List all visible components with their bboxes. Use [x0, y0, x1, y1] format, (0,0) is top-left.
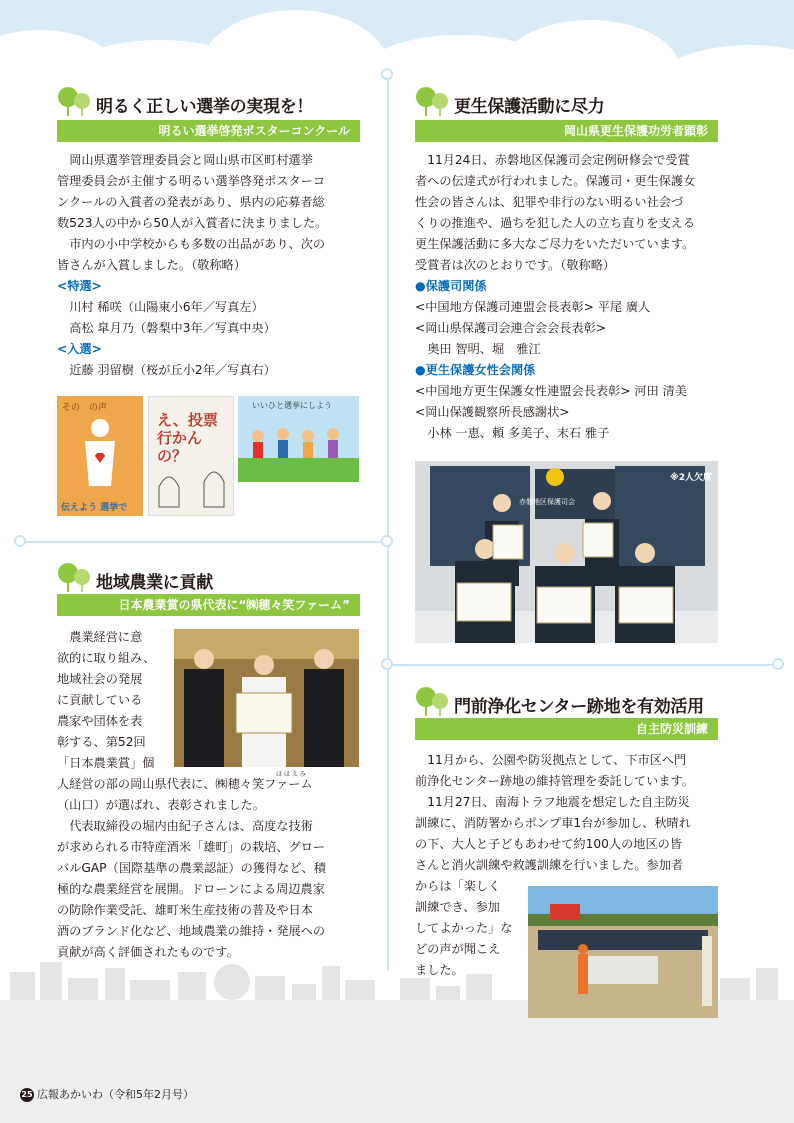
paragraph-line: 性会の皆さんは、犯罪や非行のない明るい社会づ — [415, 195, 684, 209]
group-label: ●保護司関係 — [415, 279, 487, 293]
paragraph-line: どの声が聞こえ — [415, 942, 501, 956]
award-entry: <中国地方更生保護女性連盟会長表彰> 河田 清美 — [415, 384, 687, 398]
paragraph-line: 岡山県選挙管理委員会と岡山県市区町村選挙 — [69, 153, 313, 167]
section-divider-left — [20, 541, 387, 543]
paragraph-line: 数523人の中から50人が入賞者に決まりました。 — [57, 216, 328, 230]
paragraph-line: からは「楽しく — [415, 879, 501, 893]
paragraph-line: 11月27日、南海トラフ地震を想定した自主防災 — [427, 795, 690, 809]
people-drawing-icon — [238, 396, 359, 482]
rehab-body — [415, 150, 695, 444]
paragraph-line: バルGAP（国際基準の農業認証）の獲得など、積 — [57, 861, 326, 875]
poster-middle — [148, 396, 234, 516]
disaster-subtitle-bar: 自主防災訓練 — [415, 718, 718, 740]
paragraph-line: 11月から、公園や防災拠点として、下市区へ門 — [427, 753, 687, 767]
poster-left-bottom-text: 伝えよう 選挙で — [61, 503, 128, 513]
paragraph-line: 地域社会の発展 — [57, 672, 143, 686]
paragraph-line: ンクールの入賞者の発表があり、県内の応募者総 — [57, 195, 325, 209]
award-entry: <岡山県保護司会連合会会長表彰> — [415, 321, 607, 335]
section-divider-right — [389, 664, 779, 666]
award-ceremony-photo — [415, 461, 718, 643]
tree-icon — [57, 562, 91, 592]
award-entry: 奥田 智明、堀 雅江 — [427, 342, 541, 356]
farm-award-photo — [174, 629, 359, 767]
paragraph-line: 極的な農業経営を展開。ドローンによる周辺農家 — [57, 882, 325, 896]
paragraph-line: 訓練でき、参加 — [415, 900, 500, 914]
paragraph-line: 「日本農業賞」個 — [57, 756, 155, 770]
divider-dot — [381, 535, 393, 547]
paragraph-line: 受賞者は次のとおりです。（敬称略） — [415, 258, 616, 272]
winner-entry: 川村 稀咲（山陽東小6年／写真左） — [69, 300, 264, 314]
group-label: ●更生保護女性会関係 — [415, 363, 536, 377]
prize-label: <入選> — [57, 342, 102, 356]
divider-dot — [14, 535, 26, 547]
poster-right-caption: いいひと選挙にしよう — [252, 401, 332, 410]
disaster-body — [415, 750, 694, 876]
paragraph-line: 更生保護活動に多大なご尽力をいただいています。 — [415, 237, 695, 251]
award-entry: <岡山保護観察所長感謝状> — [415, 405, 570, 419]
rehab-title: 更生保護活動に尽力 — [454, 97, 605, 117]
election-title: 明るく正しい選挙の実現を！ — [96, 97, 314, 117]
paragraph-line: 農業経営に意 — [69, 630, 143, 644]
paragraph-line: 市内の小中学校からも多数の出品があり、次の — [69, 237, 326, 251]
poster-right — [238, 396, 359, 482]
person-figure-icon — [57, 396, 143, 516]
special-prize-label: <特選> — [57, 279, 102, 293]
paragraph-line: さんと消火訓練や救護訓練を行いました。参加者 — [415, 858, 684, 872]
rehab-subtitle-bar: 岡山県更生保護功労者顕彰 — [415, 120, 718, 142]
ruby-reading: ほ ほ え み — [276, 771, 306, 778]
award-presentation-photo — [174, 629, 359, 767]
disaster-drill-photo — [528, 886, 718, 1018]
disaster-title: 門前浄化センター跡地を有効活用 — [454, 697, 704, 717]
tree-icon — [415, 686, 449, 716]
photo-banner-text: 赤磐地区保護司会 — [519, 498, 575, 506]
footer — [20, 1086, 194, 1102]
paragraph-line: してよかった」な — [415, 921, 513, 935]
paragraph-line: 訓練に、消防署からポンプ車1台が参加し、秋晴れ — [415, 816, 691, 830]
farm-subtitle-bar: 日本農業賞の県代表に“㈱穂々笑ファーム” — [57, 594, 360, 616]
paragraph-line: 代表取締役の堀内由紀子さんは、高度な技術 — [69, 819, 313, 833]
paragraph-line: 皆さんが入賞しました。（敬称略） — [57, 258, 246, 272]
absent-note: ※2人欠席 — [669, 473, 712, 483]
paragraph-line: 前浄化センター跡地の維持管理を委託しています。 — [415, 774, 694, 788]
divider-dot — [381, 68, 393, 80]
paragraph-line: 管理委員会が主催する明るい選挙啓発ポスターコ — [57, 174, 326, 188]
paragraph-line: 彰する、第52回 — [57, 735, 146, 749]
winner-entry: 近藤 羽留樹（桜が丘小2年／写真右） — [69, 363, 276, 377]
paragraph-line: くりの推進や、過ちを犯した人の立ち直りを支える — [415, 216, 696, 230]
award-entry: 小林 一恵、頼 多美子、末石 雅子 — [427, 426, 610, 440]
farm-body-narrow — [57, 627, 155, 774]
publication-name: 広報あかいわ（令和5年2月号） — [37, 1088, 194, 1101]
ghost-figures-icon — [149, 397, 234, 516]
rehab-group-photo — [415, 461, 718, 643]
paragraph-line: 農家や団体を表 — [57, 714, 143, 728]
award-entry: <中国地方保護司連盟会長表彰> 平尾 廣人 — [415, 300, 651, 314]
paragraph-line: 欲的に取り組み、 — [57, 651, 156, 665]
paragraph-line: ました。 — [415, 963, 464, 977]
paragraph-line: （山口）が選ばれ、表彰されました。 — [57, 798, 265, 812]
poster-middle-text: え、投票行かんの？ — [157, 411, 218, 465]
paragraph-line: 酒のブランド化など、地域農業の維持・発展への — [57, 924, 326, 938]
farm-body-wide — [57, 774, 326, 963]
winner-entry: 高松 皐月乃（磐梨中3年／写真中央） — [69, 321, 276, 335]
paragraph-line: の下、大人と子どもあわせて約100人の地区の皆 — [415, 837, 683, 851]
divider-dot — [772, 658, 784, 670]
paragraph-line: 貢献が高く評価されたものです。 — [57, 945, 239, 959]
paragraph-line: 人経営の部の岡山県代表に、㈱穂々笑ファーム — [57, 777, 313, 791]
tree-icon — [415, 86, 449, 116]
paragraph-line: に貢献している — [57, 693, 143, 707]
election-subtitle-bar: 明るい選挙啓発ポスターコンクール — [57, 120, 360, 142]
poster-left — [57, 396, 143, 516]
page-number: 25 — [20, 1088, 34, 1102]
tree-icon — [57, 86, 91, 116]
paragraph-line: の防除作業受託、雄町米生産技術の普及や日本 — [57, 903, 313, 917]
paragraph-line: 者への伝達式が行われました。保護司・更生保護女 — [415, 174, 696, 188]
poster-left-top-text: その の声 — [62, 403, 108, 413]
farm-title: 地域農業に貢献 — [96, 573, 213, 593]
drill-scene-photo — [528, 886, 718, 1018]
column-divider — [387, 70, 389, 970]
paragraph-line: が求められる市特産酒米「雄町」の栽培、グロー — [57, 840, 326, 854]
ground-band — [0, 1000, 794, 1123]
divider-dot — [381, 658, 393, 670]
disaster-body-narrow — [415, 876, 513, 981]
paragraph-line: 11月24日、赤磐地区保護司会定例研修会で受賞 — [427, 153, 690, 167]
election-body — [57, 150, 327, 381]
